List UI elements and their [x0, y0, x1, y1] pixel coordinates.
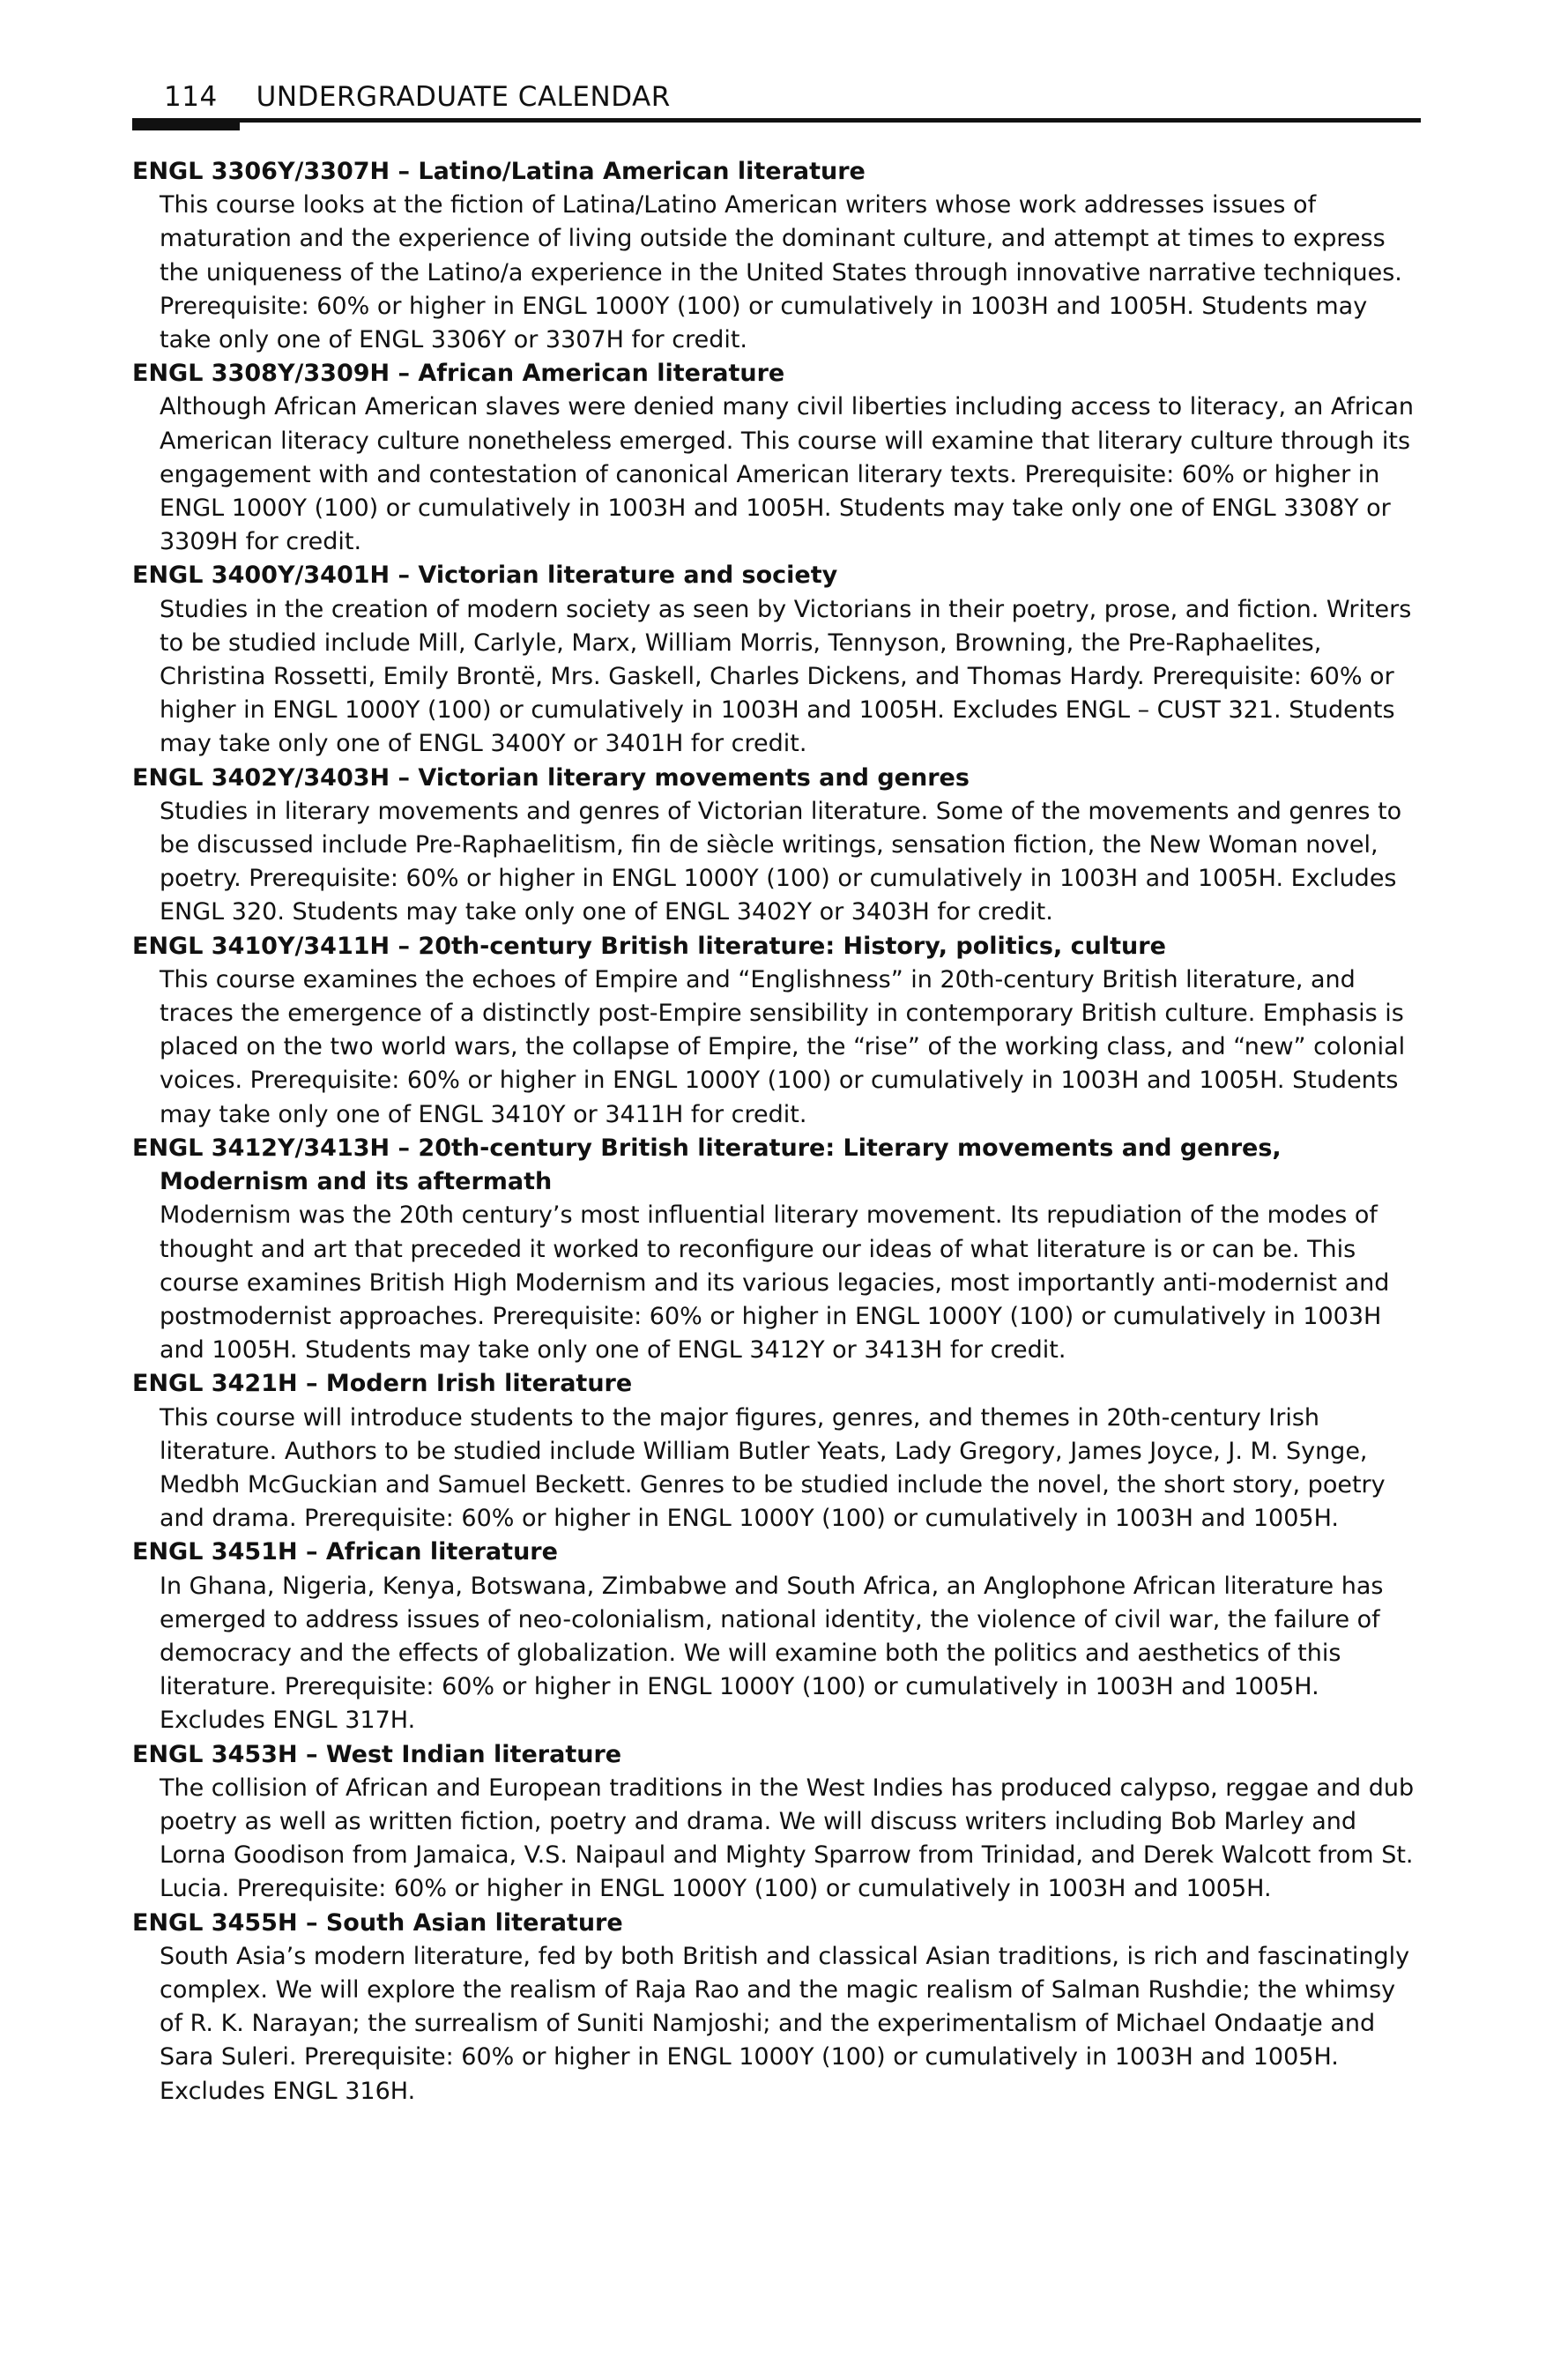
course-description: In Ghana, Nigeria, Kenya, Botswana, Zimbabwe and South Africa, an Anglophone African literature has emerged to address issues of neo-colonialism, national identity, the violence of civil war, the failure of democracy and the effects of globalization. We will examine both the politics and aesthetics of this literature. Prerequisite: 60% or higher in ENGL 1000Y (100) or cumulatively in 1003H and 1005H. Excludes ENGL 317H.	[160, 1572, 1384, 1735]
course-title: ENGL 3451H – African literature	[132, 1538, 558, 1566]
course-title: ENGL 3308Y/3309H – African American literature	[132, 360, 785, 388]
course-title: ENGL 3455H – South Asian literature	[132, 1908, 623, 1937]
page-header	[132, 81, 1421, 123]
course-list	[132, 155, 1421, 2109]
course-entry	[132, 559, 1421, 761]
course-description: South Asia’s modern literature, fed by both British and classical Asian traditions, is rich and fascinatingly complex. We will explore the realism of Raja Rao and the magic realism of Salman Rushdie; the whimsy of R. K. Narayan; the surrealism of Suniti Namjoshi; and the experimentalism of Michael Ondaatje and Sara Suleri. Prerequisite: 60% or higher in ENGL 1000Y (100) or cumulatively in 1003H and 1005H. Excludes ENGL 316H.	[160, 1942, 1410, 2105]
course-title: ENGL 3400Y/3401H – Victorian literature and society	[132, 562, 838, 590]
header-text	[164, 81, 671, 113]
header-rule	[132, 118, 1421, 123]
course-description: Studies in literary movements and genres of Victorian literature. Some of the movements and genres to be discussed include Pre-Raphaelitism, fin de siècle writings, sensation fiction, the New Woman novel, poetry. Prerequisite: 60% or higher in ENGL 1000Y (100) or cumulatively in 1003H and 1005H. Excludes ENGL 320. Students may take only one of ENGL 3402Y or 3403H for credit.	[160, 797, 1402, 926]
course-description: This course will introduce students to the major figures, genres, and themes in 20th-century Irish literature. Authors to be studied include William Butler Yeats, Lady Gregory, James Joyce, J. M. Synge, Medbh McGuckian and Samuel Beckett. Genres to be studied include the novel, the short story, poetry and drama. Prerequisite: 60% or higher in ENGL 1000Y (100) or cumulatively in 1003H and 1005H.	[160, 1403, 1386, 1533]
page-number: 114	[164, 81, 218, 113]
course-description: This course examines the echoes of Empire and “Englishness” in 20th-century British literature, and traces the emergence of a distinctly post-Empire sensibility in contemporary British culture. Emphasis is placed on the two world wars, the collapse of Empire, the “rise” of the working class, and “new” colonial voices. Prerequisite: 60% or higher in ENGL 1000Y (100) or cumulatively in 1003H and 1005H. Students may take only one of ENGL 3410Y or 3411H for credit.	[160, 965, 1406, 1128]
course-title: ENGL 3453H – West Indian literature	[132, 1740, 622, 1768]
course-title: ENGL 3306Y/3307H – Latino/Latina American literature	[132, 158, 866, 185]
course-entry	[132, 762, 1421, 930]
course-entry	[132, 930, 1421, 1132]
course-title: ENGL 3402Y/3403H – Victorian literary movements and genres	[132, 763, 970, 792]
course-title: ENGL 3410Y/3411H – 20th-century British literature: History, politics, culture	[132, 932, 1166, 960]
course-entry	[132, 357, 1421, 559]
course-entry	[132, 1367, 1421, 1536]
course-entry	[132, 155, 1421, 357]
header-tab-marker	[132, 118, 240, 130]
course-entry	[132, 1907, 1421, 2109]
course-description: Studies in the creation of modern society as seen by Victorians in their poetry, prose, and fiction. Writers to be studied include Mill, Carlyle, Marx, William Morris, Tennyson, Browning, the Pre-Raphaelites, Christina Rossetti, Emily Brontë, Mrs. Gaskell, Charles Dickens, and Thomas Hardy. Prerequisite: 60% or higher in ENGL 1000Y (100) or cumulatively in 1003H and 1005H. Excludes ENGL – CUST 321. Students may take only one of ENGL 3400Y or 3401H for credit.	[160, 595, 1412, 758]
course-description: Although African American slaves were denied many civil liberties including access to literacy, an African American literacy culture nonetheless emerged. This course will examine that literary culture through its engagement with and contestation of canonical American literary texts. Prerequisite: 60% or higher in ENGL 1000Y (100) or cumulatively in 1003H and 1005H. Students may take only one of ENGL 3308Y or 3309H for credit.	[160, 393, 1414, 556]
course-description: The collision of African and European traditions in the West Indies has produced calypso, reggae and dub poetry as well as written fiction, poetry and drama. We will discuss writers including Bob Marley and Lorna Goodison from Jamaica, V.S. Naipaul and Mighty Sparrow from Trinidad, and Derek Walcott from St. Lucia. Prerequisite: 60% or higher in ENGL 1000Y (100) or cumulatively in 1003H and 1005H.	[160, 1774, 1415, 1903]
course-description: This course looks at the fiction of Latina/Latino American writers whose work addresses issues of maturation and the experience of living outside the dominant culture, and attempt at times to express the uniqueness of the Latino/a experience in the United States through innovative narrative techniques. Prerequisite: 60% or higher in ENGL 1000Y (100) or cumulatively in 1003H and 1005H. Students may take only one of ENGL 3306Y or 3307H for credit.	[160, 191, 1402, 354]
course-title: ENGL 3421H – Modern Irish literature	[132, 1370, 633, 1398]
course-description: Modernism was the 20th century’s most influential literary movement. Its repudiation of the modes of thought and art that preceded it worked to reconfigure our ideas of what literature is or can be. This course examines British High Modernism and its various legacies, most importantly anti-modernist and postmodernist approaches. Prerequisite: 60% or higher in ENGL 1000Y (100) or cumulatively in 1003H and 1005H. Students may take only one of ENGL 3412Y or 3413H for credit.	[160, 1201, 1390, 1365]
course-entry	[132, 1738, 1421, 1907]
running-title: UNDERGRADUATE CALENDAR	[256, 81, 671, 113]
course-entry	[132, 1132, 1421, 1367]
course-title: ENGL 3412Y/3413H – 20th-century British literature: Literary movements and genres, Modernism and its aftermath	[132, 1134, 1282, 1196]
course-entry	[132, 1536, 1421, 1737]
